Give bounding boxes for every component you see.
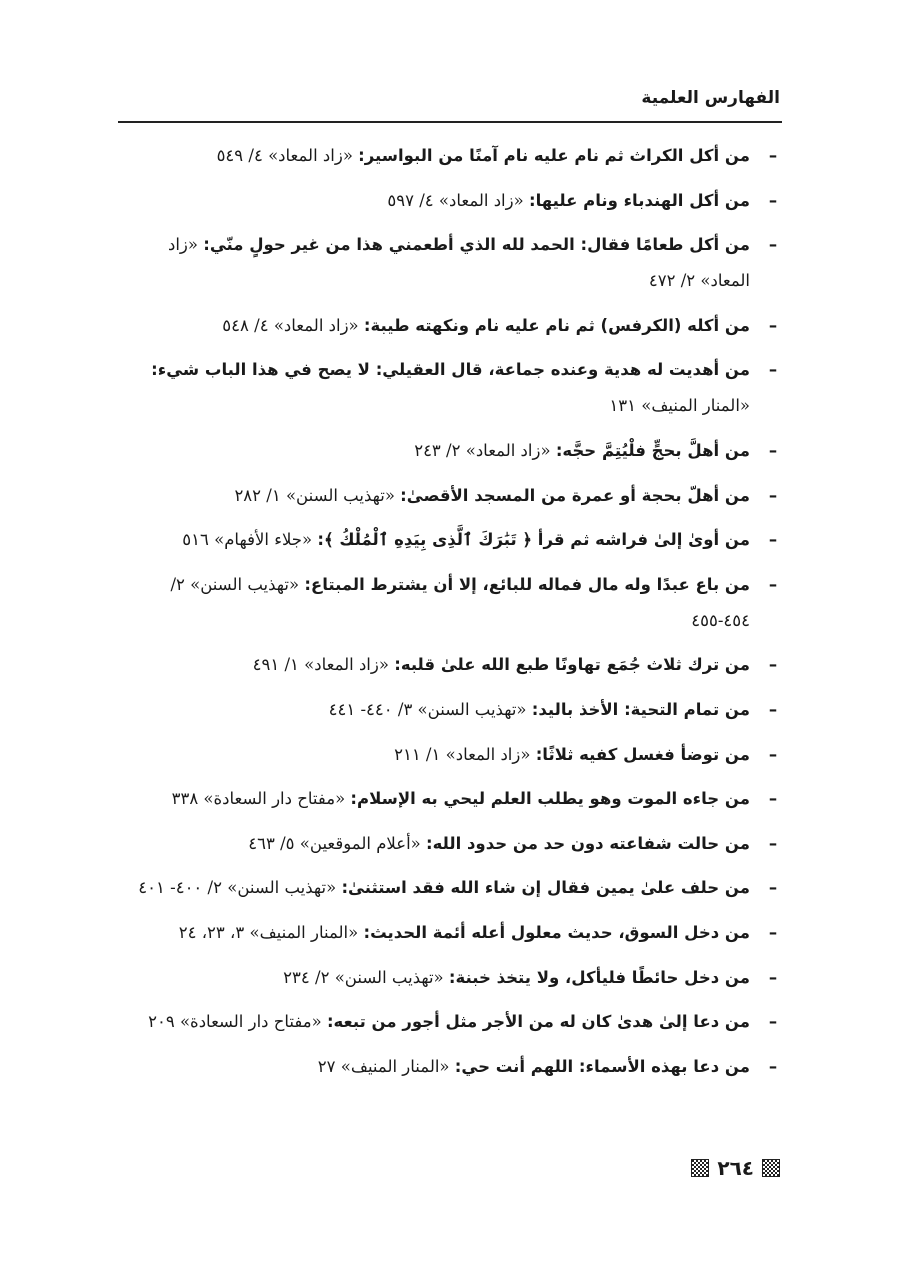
entry-reference: «مفتاح دار السعادة» ٣٣٨ [171, 789, 346, 809]
entry-reference: «تهذيب السنن» ٣/ ٤٤٠- ٤٤١ [328, 699, 527, 719]
entry-reference: «زاد المعاد» ٤/ ٥٩٧ [387, 190, 524, 210]
entry-text: من أكل الكراث ثم نام عليه نام آمنًا من البواسير: [358, 146, 750, 165]
index-entry [118, 1049, 782, 1085]
entry-text: من أكل الهندباء ونام عليها: [528, 190, 750, 210]
entry-dash-icon: – [768, 789, 778, 809]
entry-reference: «تهذيب السنن» ٢/ ٤٠٠- ٤٠١ [138, 878, 337, 898]
entry-text: من توضأ فغسل كفيه ثلاثًا: [535, 744, 750, 764]
index-entry [118, 478, 782, 514]
page-header-title: الفهارس العلمية [641, 88, 780, 108]
entry-dash-icon: – [768, 833, 778, 853]
entry-dash-icon: – [768, 315, 778, 335]
entry-text: من تمام التحية: الأخذ باليد: [531, 699, 750, 719]
entry-text: من أهلَّ بحجٍّ فلْيُتِمَّ حجَّه: [555, 440, 750, 460]
index-entry [118, 227, 782, 299]
entry-dash-icon: – [768, 360, 778, 380]
entry-dash-icon: – [768, 485, 778, 505]
entry-text: من دعا بهذه الأسماء: اللهم أنت حي: [454, 1056, 750, 1076]
entry-dash-icon: – [768, 1056, 778, 1076]
entry-dash-icon: – [768, 190, 778, 210]
entry-dash-icon: – [768, 967, 778, 987]
entry-dash-icon: – [768, 1012, 778, 1032]
entry-reference: «المنار المنيف» ١٣١ [609, 396, 750, 416]
entry-reference: «تهذيب السنن» ٢/ ٢٣٤ [283, 967, 444, 987]
page-number: ٢٦٤ [717, 1156, 754, 1180]
entry-reference: «زاد المعاد» ٤/ ٥٤٨ [222, 315, 359, 335]
entry-text: من دعا إلىٰ هدىٰ كان له من الأجر مثل أجور من تبعه: [326, 1012, 750, 1032]
entry-reference: «مفتاح دار السعادة» ٢٠٩ [148, 1012, 322, 1032]
entry-dash-icon: – [768, 922, 778, 942]
index-entry [118, 960, 782, 996]
entry-reference: «زاد المعاد» ٢/ ٤٧٢ [167, 235, 750, 291]
entry-text: من أوىٰ إلىٰ فراشه ثم قرأ ﴿ تَبَٰرَكَ ٱلَّذِى بِيَدِهِ ٱلْمُلْكُ ﴾: [317, 530, 750, 550]
entry-dash-icon: – [768, 878, 778, 898]
entry-reference: «أعلام الموقعين» ٥/ ٤٦٣ [248, 833, 421, 853]
index-entry [118, 692, 782, 728]
entry-reference: «المنار المنيف» ٣، ٢٣، ٢٤ [178, 922, 359, 942]
entry-reference: «المنار المنيف» ٢٧ [317, 1056, 450, 1076]
entry-text: من أهديت له هدية وعنده جماعة، قال العقيلي: لا يصح في هذا الباب شيء: [151, 360, 750, 380]
index-entry [118, 647, 782, 683]
entry-text: من أكل طعامًا فقال: الحمد لله الذي أطعمني هذا من غير حولٍ منّي: [203, 235, 750, 255]
ornament-icon [762, 1159, 780, 1177]
index-entry [118, 183, 782, 219]
entry-reference: «تهذيب السنن» ٢/ ٤٥٤-٤٥٥ [170, 574, 750, 630]
entry-text: من دخل حائطًا فليأكل، ولا يتخذ خبنة: [448, 967, 750, 987]
index-entry [118, 522, 782, 558]
ornament-icon [691, 1159, 709, 1177]
entry-text: من حالت شفاعته دون حد من حدود الله: [426, 833, 750, 853]
index-entry [118, 433, 782, 469]
index-entry [118, 870, 782, 906]
entry-reference: «زاد المعاد» ٤/ ٥٤٩ [216, 146, 353, 165]
index-entry [118, 352, 782, 424]
entry-dash-icon: – [768, 655, 778, 675]
entry-text: من حلف علىٰ يمين فقال إن شاء الله فقد استثنىٰ: [341, 878, 750, 898]
entry-text: من دخل السوق، حديث معلول أعله أئمة الحديث: [363, 922, 750, 942]
entry-reference: «تهذيب السنن» ١/ ٢٨٢ [234, 485, 395, 505]
index-entry-list [118, 138, 782, 1093]
entry-reference: «زاد المعاد» ١/ ٢١١ [394, 744, 531, 764]
index-entry [118, 915, 782, 951]
entry-dash-icon: – [768, 440, 778, 460]
index-entry [118, 308, 782, 344]
entry-text: من أهلّ بحجة أو عمرة من المسجد الأقصىٰ: [400, 485, 750, 505]
entry-dash-icon: – [768, 235, 778, 255]
entry-dash-icon: – [768, 744, 778, 764]
entry-text: من باع عبدًا وله مال فماله للبائع، إلا أن يشترط المبتاع: [304, 574, 750, 594]
entry-text: من ترك ثلاث جُمَع تهاونًا طبع الله علىٰ قلبه: [394, 655, 750, 675]
page-footer [691, 1156, 780, 1180]
entry-reference: «زاد المعاد» ٢/ ٢٤٣ [414, 440, 551, 460]
entry-reference: «جلاء الأفهام» ٥١٦ [182, 530, 313, 550]
entry-reference: «زاد المعاد» ١/ ٤٩١ [252, 655, 389, 675]
entry-dash-icon: – [768, 574, 778, 594]
index-entry [118, 781, 782, 817]
header-divider [118, 121, 782, 123]
index-entry [118, 567, 782, 639]
entry-text: من أكله (الكرفس) ثم نام عليه نام ونكهته طيبة: [363, 315, 750, 335]
index-entry [118, 826, 782, 862]
entry-dash-icon: – [768, 530, 778, 550]
entry-dash-icon: – [768, 699, 778, 719]
index-entry [118, 138, 782, 174]
index-entry [118, 737, 782, 773]
entry-text: من جاءه الموت وهو يطلب العلم ليحي به الإسلام: [350, 789, 750, 809]
index-entry [118, 1004, 782, 1040]
entry-dash-icon: – [768, 146, 778, 165]
